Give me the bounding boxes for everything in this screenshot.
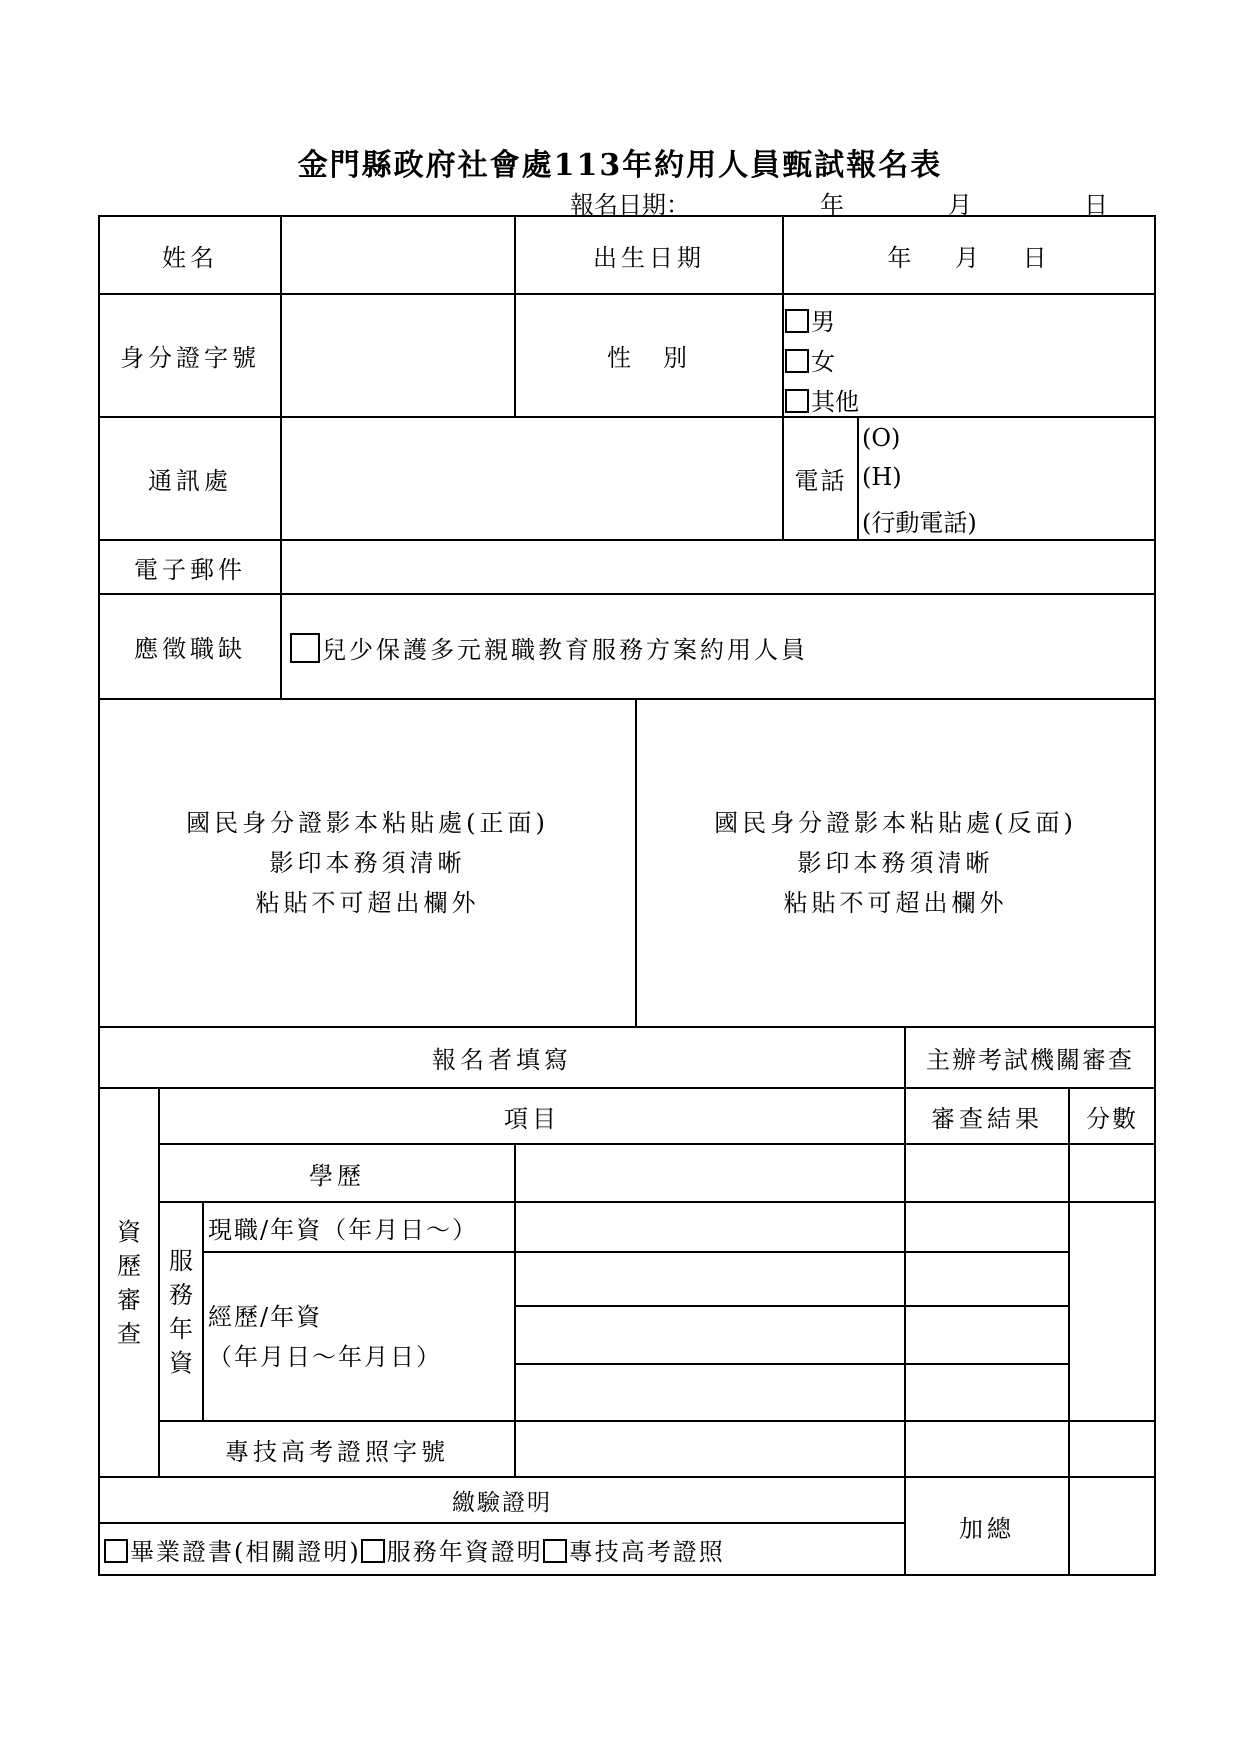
current-job-field[interactable] <box>514 1201 906 1253</box>
result-header-cell <box>904 1087 1070 1145</box>
proof-header-cell <box>98 1476 906 1524</box>
address-field[interactable] <box>280 416 784 541</box>
apply-date-month: 月 <box>948 191 972 219</box>
item-header: 項目 <box>504 1104 560 1133</box>
applicant-header: 報名者填寫 <box>432 1046 572 1074</box>
checkbox-icon[interactable] <box>290 633 320 663</box>
apply-date-year: 年 <box>820 191 844 219</box>
current-job-label-cell <box>202 1201 516 1253</box>
gender-label: 性 別 <box>607 344 691 372</box>
id-label: 身分證字號 <box>120 344 260 372</box>
total-score-field[interactable] <box>1068 1476 1156 1576</box>
side-label-char-4: 查 <box>117 1319 141 1348</box>
education-field[interactable] <box>514 1143 906 1203</box>
education-score-field[interactable] <box>1068 1143 1156 1203</box>
id-copy-back-note-2: 粘貼不可超出欄外 <box>783 889 1008 917</box>
address-label: 通訊處 <box>148 467 232 495</box>
checkbox-icon[interactable] <box>104 1539 128 1563</box>
item-header-cell <box>158 1087 906 1145</box>
id-copy-front-title: 國民身分證影本粘貼處(正面) <box>186 809 549 837</box>
side-label-char-3: 審 <box>117 1285 141 1314</box>
score-header: 分數 <box>1086 1104 1138 1133</box>
birth-label-cell <box>514 215 784 295</box>
education-label-cell <box>158 1143 516 1203</box>
name-label: 姓名 <box>162 243 218 272</box>
name-field[interactable] <box>280 215 516 295</box>
service-label-char-4: 資 <box>169 1348 193 1377</box>
agency-header: 主辦考試機關審查 <box>926 1046 1134 1074</box>
birth-date-value: 年 月 日 <box>887 243 1051 272</box>
proof-option-diploma[interactable]: 畢業證書(相關證明) <box>104 1532 361 1567</box>
past-job-field-2[interactable] <box>514 1305 906 1365</box>
total-label: 加總 <box>959 1514 1015 1543</box>
current-job-label: 現職/年資（年月日～） <box>208 1215 479 1244</box>
license-label: 專技高考證照字號 <box>225 1437 449 1466</box>
phone-label-cell <box>782 416 859 541</box>
id-copy-back-area <box>635 698 1156 1028</box>
past-job-result-field-1[interactable] <box>904 1251 1070 1307</box>
past-job-date-range-label: （年月日～年月日） <box>208 1342 442 1371</box>
gender-option-female[interactable]: 女 <box>785 342 835 377</box>
license-score-field[interactable] <box>1068 1420 1156 1478</box>
checkbox-icon[interactable] <box>543 1539 567 1563</box>
position-option[interactable]: 兒少保護多元親職教育服務方案約用人員 <box>290 630 808 665</box>
email-label: 電子郵件 <box>134 555 246 584</box>
past-job-field-1[interactable] <box>514 1251 906 1307</box>
side-label-char-1: 資 <box>117 1217 141 1246</box>
email-field[interactable] <box>280 539 1156 595</box>
total-label-cell <box>904 1476 1070 1576</box>
service-label-char-3: 年 <box>169 1314 193 1343</box>
past-job-label: 經歷/年資 <box>208 1302 323 1331</box>
id-label-cell <box>98 293 282 418</box>
phone-label: 電話 <box>794 467 847 495</box>
address-label-cell <box>98 416 282 541</box>
apply-date-label: 報名日期： <box>570 191 690 219</box>
current-job-result-field[interactable] <box>904 1201 1070 1253</box>
id-copy-front-note-2: 粘貼不可超出欄外 <box>255 889 480 917</box>
past-job-result-field-3[interactable] <box>904 1363 1070 1422</box>
phone-mobile: (行動電話) <box>862 509 977 537</box>
education-label: 學歷 <box>309 1161 365 1190</box>
phone-home: (H) <box>862 463 902 491</box>
birth-date-field[interactable] <box>782 215 1156 295</box>
birth-label: 出生日期 <box>593 243 705 272</box>
applicant-header-cell <box>98 1026 906 1089</box>
education-result-field[interactable] <box>904 1143 1070 1203</box>
past-job-field-3[interactable] <box>514 1363 906 1422</box>
id-copy-back-title: 國民身分證影本粘貼處(反面) <box>714 809 1077 837</box>
gender-label-cell <box>514 293 784 418</box>
service-years-label-cell <box>158 1201 204 1422</box>
id-copy-front-area <box>98 698 637 1028</box>
proof-options-cell <box>98 1522 906 1576</box>
id-number-field[interactable] <box>280 293 516 418</box>
id-copy-front-note-1: 影印本務須清晰 <box>269 849 466 877</box>
service-years-score-field[interactable] <box>1068 1201 1156 1422</box>
phone-office: (O) <box>862 424 901 452</box>
form-title: 金門縣政府社會處113年約用人員甄試報名表 <box>297 148 943 183</box>
proof-option-license[interactable]: 專技高考證照 <box>543 1532 725 1567</box>
past-job-label-cell <box>202 1251 516 1422</box>
result-header: 審查結果 <box>931 1104 1043 1133</box>
gender-option-other[interactable]: 其他 <box>785 382 859 417</box>
service-label-char-1: 服 <box>169 1246 193 1275</box>
license-result-field[interactable] <box>904 1420 1070 1478</box>
id-copy-back-note-1: 影印本務須清晰 <box>797 849 994 877</box>
qualification-review-label-cell <box>98 1087 160 1478</box>
checkbox-icon[interactable] <box>361 1539 385 1563</box>
checkbox-icon[interactable] <box>785 349 809 373</box>
service-label-char-2: 務 <box>169 1280 193 1309</box>
checkbox-icon[interactable] <box>785 309 809 333</box>
agency-header-cell <box>904 1026 1156 1089</box>
position-label-cell <box>98 593 282 700</box>
score-header-cell <box>1068 1087 1156 1145</box>
checkbox-icon[interactable] <box>785 389 809 413</box>
gender-option-male[interactable]: 男 <box>785 302 835 337</box>
name-label-cell <box>98 215 282 295</box>
license-field[interactable] <box>514 1420 906 1478</box>
side-label-char-2: 歷 <box>117 1251 141 1280</box>
past-job-result-field-2[interactable] <box>904 1305 1070 1365</box>
apply-date-day: 日 <box>1084 191 1108 219</box>
position-label: 應徵職缺 <box>134 635 246 663</box>
proof-option-service[interactable]: 服務年資證明 <box>361 1532 543 1567</box>
email-label-cell <box>98 539 282 595</box>
license-label-cell <box>158 1420 516 1478</box>
proof-header: 繳驗證明 <box>452 1489 552 1516</box>
